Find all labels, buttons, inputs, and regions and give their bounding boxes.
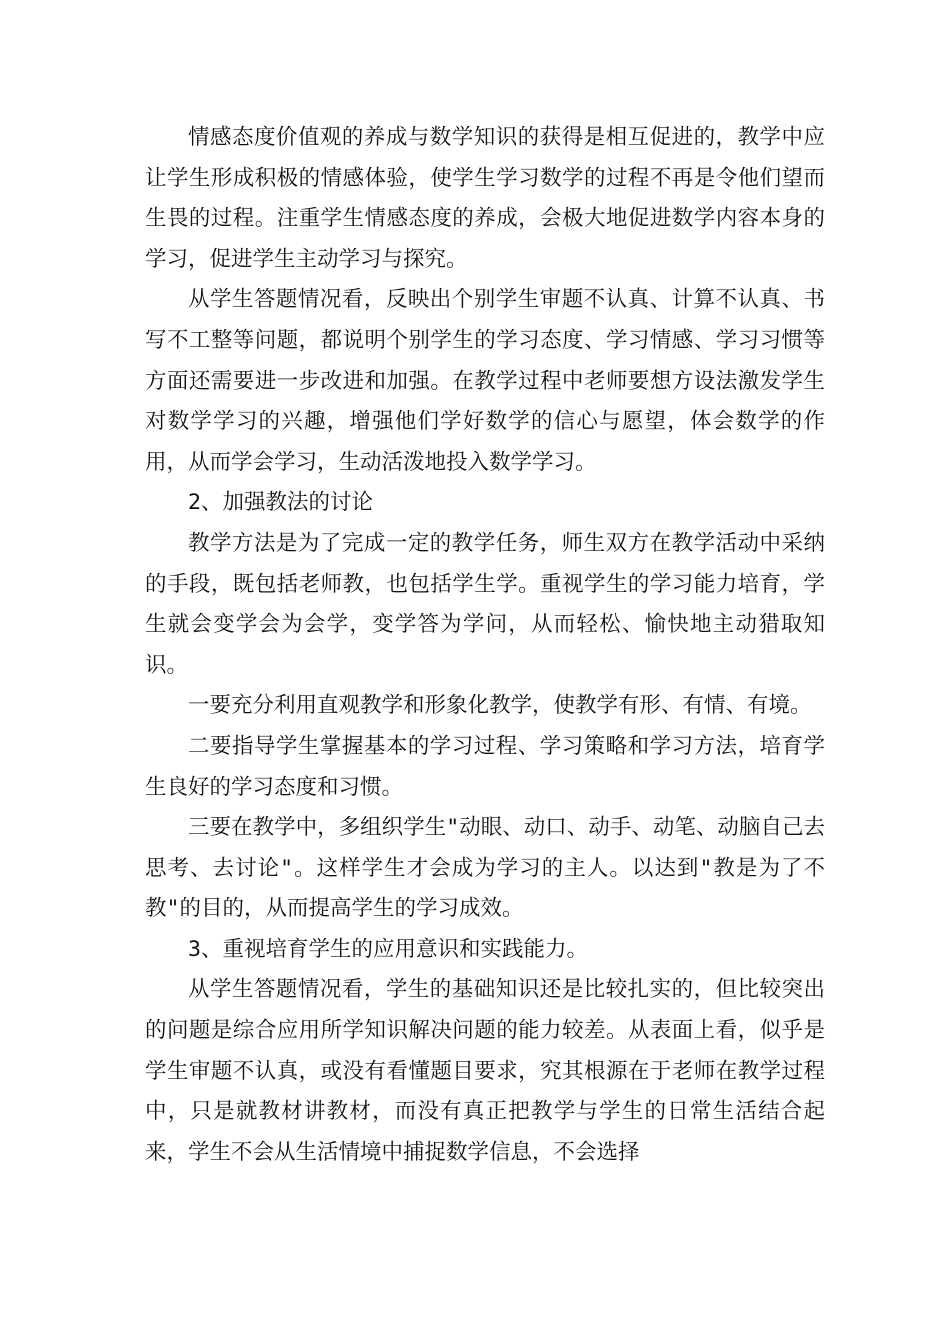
paragraph-emotional-attitude: 情感态度价值观的养成与数学知识的获得是相互促进的，教学中应让学生形成积极的情感体验，使学生学习数学的过程不再是令他们望而生畏的过程。注重学生情感态度的养成，会极大地促进数学内容本身的学习，促进学生主动学习与探究。 (145, 125, 825, 272)
paragraph-point-one: 一要充分利用直观教学和形象化教学，使教学有形、有情、有境。 (188, 693, 812, 719)
paragraph-teaching-methods: 教学方法是为了完成一定的教学任务，师生双方在教学活动中采纳的手段，既包括老师教，也包括学生学。重视学生的学习能力培育，学生就会变学会为会学，变学答为学问，从而轻松、愉快地主动猎取知识。 (145, 530, 825, 678)
document-body (145, 118, 825, 1173)
section-heading-application-ability: 3、重视培育学生的应用意识和实践能力。 (188, 936, 588, 962)
section-heading-teaching-methods: 2、加强教法的讨论 (188, 490, 373, 516)
paragraph-point-three: 三要在教学中，多组织学生"动眼、动口、动手、动笔、动脑自己去思考、去讨论"。这样学生才会成为学习的主人。以达到"教是为了不教"的目的，从而提高学生的学习成效。 (145, 815, 825, 922)
paragraph-application-analysis: 从学生答题情况看，学生的基础知识还是比较扎实的，但比较突出的问题是综合应用所学知识解决问题的能力较差。从表面上看，似乎是学生审题不认真，或没有看懂题目要求，究其根源在于老师在教学过程中，只是就教材讲教材，而没有真正把教学与学生的日常生活结合起来，学生不会从生活情境中捕捉数学信息，不会选择 (145, 977, 825, 1165)
paragraph-point-two: 二要指导学生掌握基本的学习过程、学习策略和学习方法，培育学生良好的学习态度和习惯。 (145, 733, 825, 800)
paragraph-answer-analysis: 从学生答题情况看，反映出个别学生审题不认真、计算不认真、书写不工整等问题，都说明个别学生的学习态度、学习情感、学习习惯等方面还需要进一步改进和加强。在教学过程中老师要想方设法激发学生对数学学习的兴趣，增强他们学好数学的信心与愿望，体会数学的作用，从而学会学习，生动活泼地投入数学学习。 (145, 287, 825, 475)
